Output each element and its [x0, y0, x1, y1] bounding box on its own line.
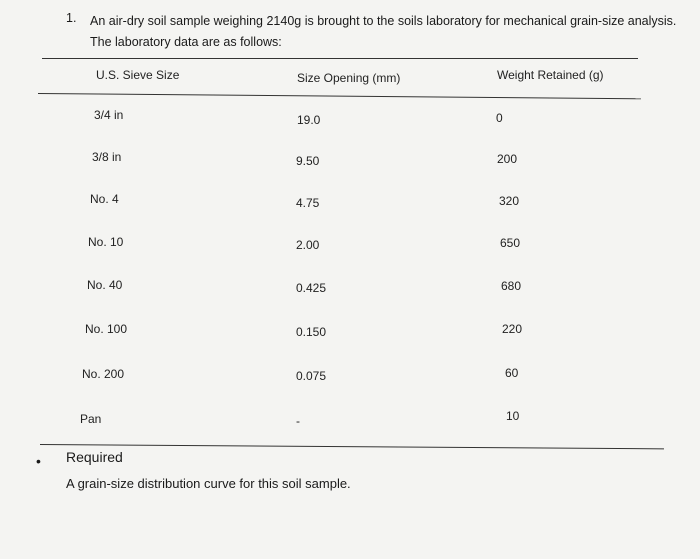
table-cell-opening: 0.150	[296, 325, 327, 339]
table-cell-weight: 320	[499, 194, 520, 208]
table-cell-opening: 9.50	[296, 154, 320, 168]
table-cell-sieve: No. 100	[85, 322, 128, 336]
table-cell-sieve: No. 10	[88, 235, 124, 249]
bullet-icon: •	[36, 453, 41, 469]
question-line-2: The laboratory data are as follows:	[90, 35, 282, 49]
table-cell-opening: 0.075	[296, 369, 327, 383]
header-sieve-size: U.S. Sieve Size	[96, 68, 180, 82]
table-cell-opening: 2.00	[296, 238, 320, 252]
table-cell-weight: 680	[501, 279, 522, 293]
table-bottom-rule	[40, 444, 664, 449]
question-line-1: An air-dry soil sample weighing 2140g is brought to the soils laboratory for mechanical grain-size analysis.	[90, 14, 677, 28]
table-cell-weight: 200	[497, 152, 518, 166]
table-cell-sieve: 3/8 in	[92, 150, 122, 164]
table-cell-opening: 0.425	[296, 281, 327, 295]
header-rule	[38, 93, 641, 99]
question-text	[90, 11, 680, 53]
table-top-rule	[42, 58, 638, 59]
table-cell-opening: -	[296, 414, 300, 428]
table-cell-sieve: No. 4	[90, 192, 119, 206]
table-cell-sieve: 3/4 in	[94, 108, 124, 122]
question-number: 1.	[66, 11, 77, 25]
table-cell-sieve: No. 40	[87, 278, 123, 292]
table-cell-weight: 650	[500, 236, 521, 250]
table-cell-weight: 60	[505, 366, 519, 380]
table-cell-sieve: No. 200	[82, 367, 125, 381]
table-cell-weight: 0	[496, 111, 503, 125]
table-cell-opening: 19.0	[297, 113, 321, 127]
header-weight-retained: Weight Retained (g)	[497, 68, 604, 82]
required-text: A grain-size distribution curve for this soil sample.	[66, 476, 351, 491]
header-size-opening: Size Opening (mm)	[297, 71, 401, 85]
table-cell-sieve: Pan	[80, 412, 102, 426]
table-cell-opening: 4.75	[296, 196, 320, 210]
table-cell-weight: 10	[506, 409, 520, 423]
required-heading: Required	[66, 449, 123, 465]
table-cell-weight: 220	[502, 322, 523, 336]
